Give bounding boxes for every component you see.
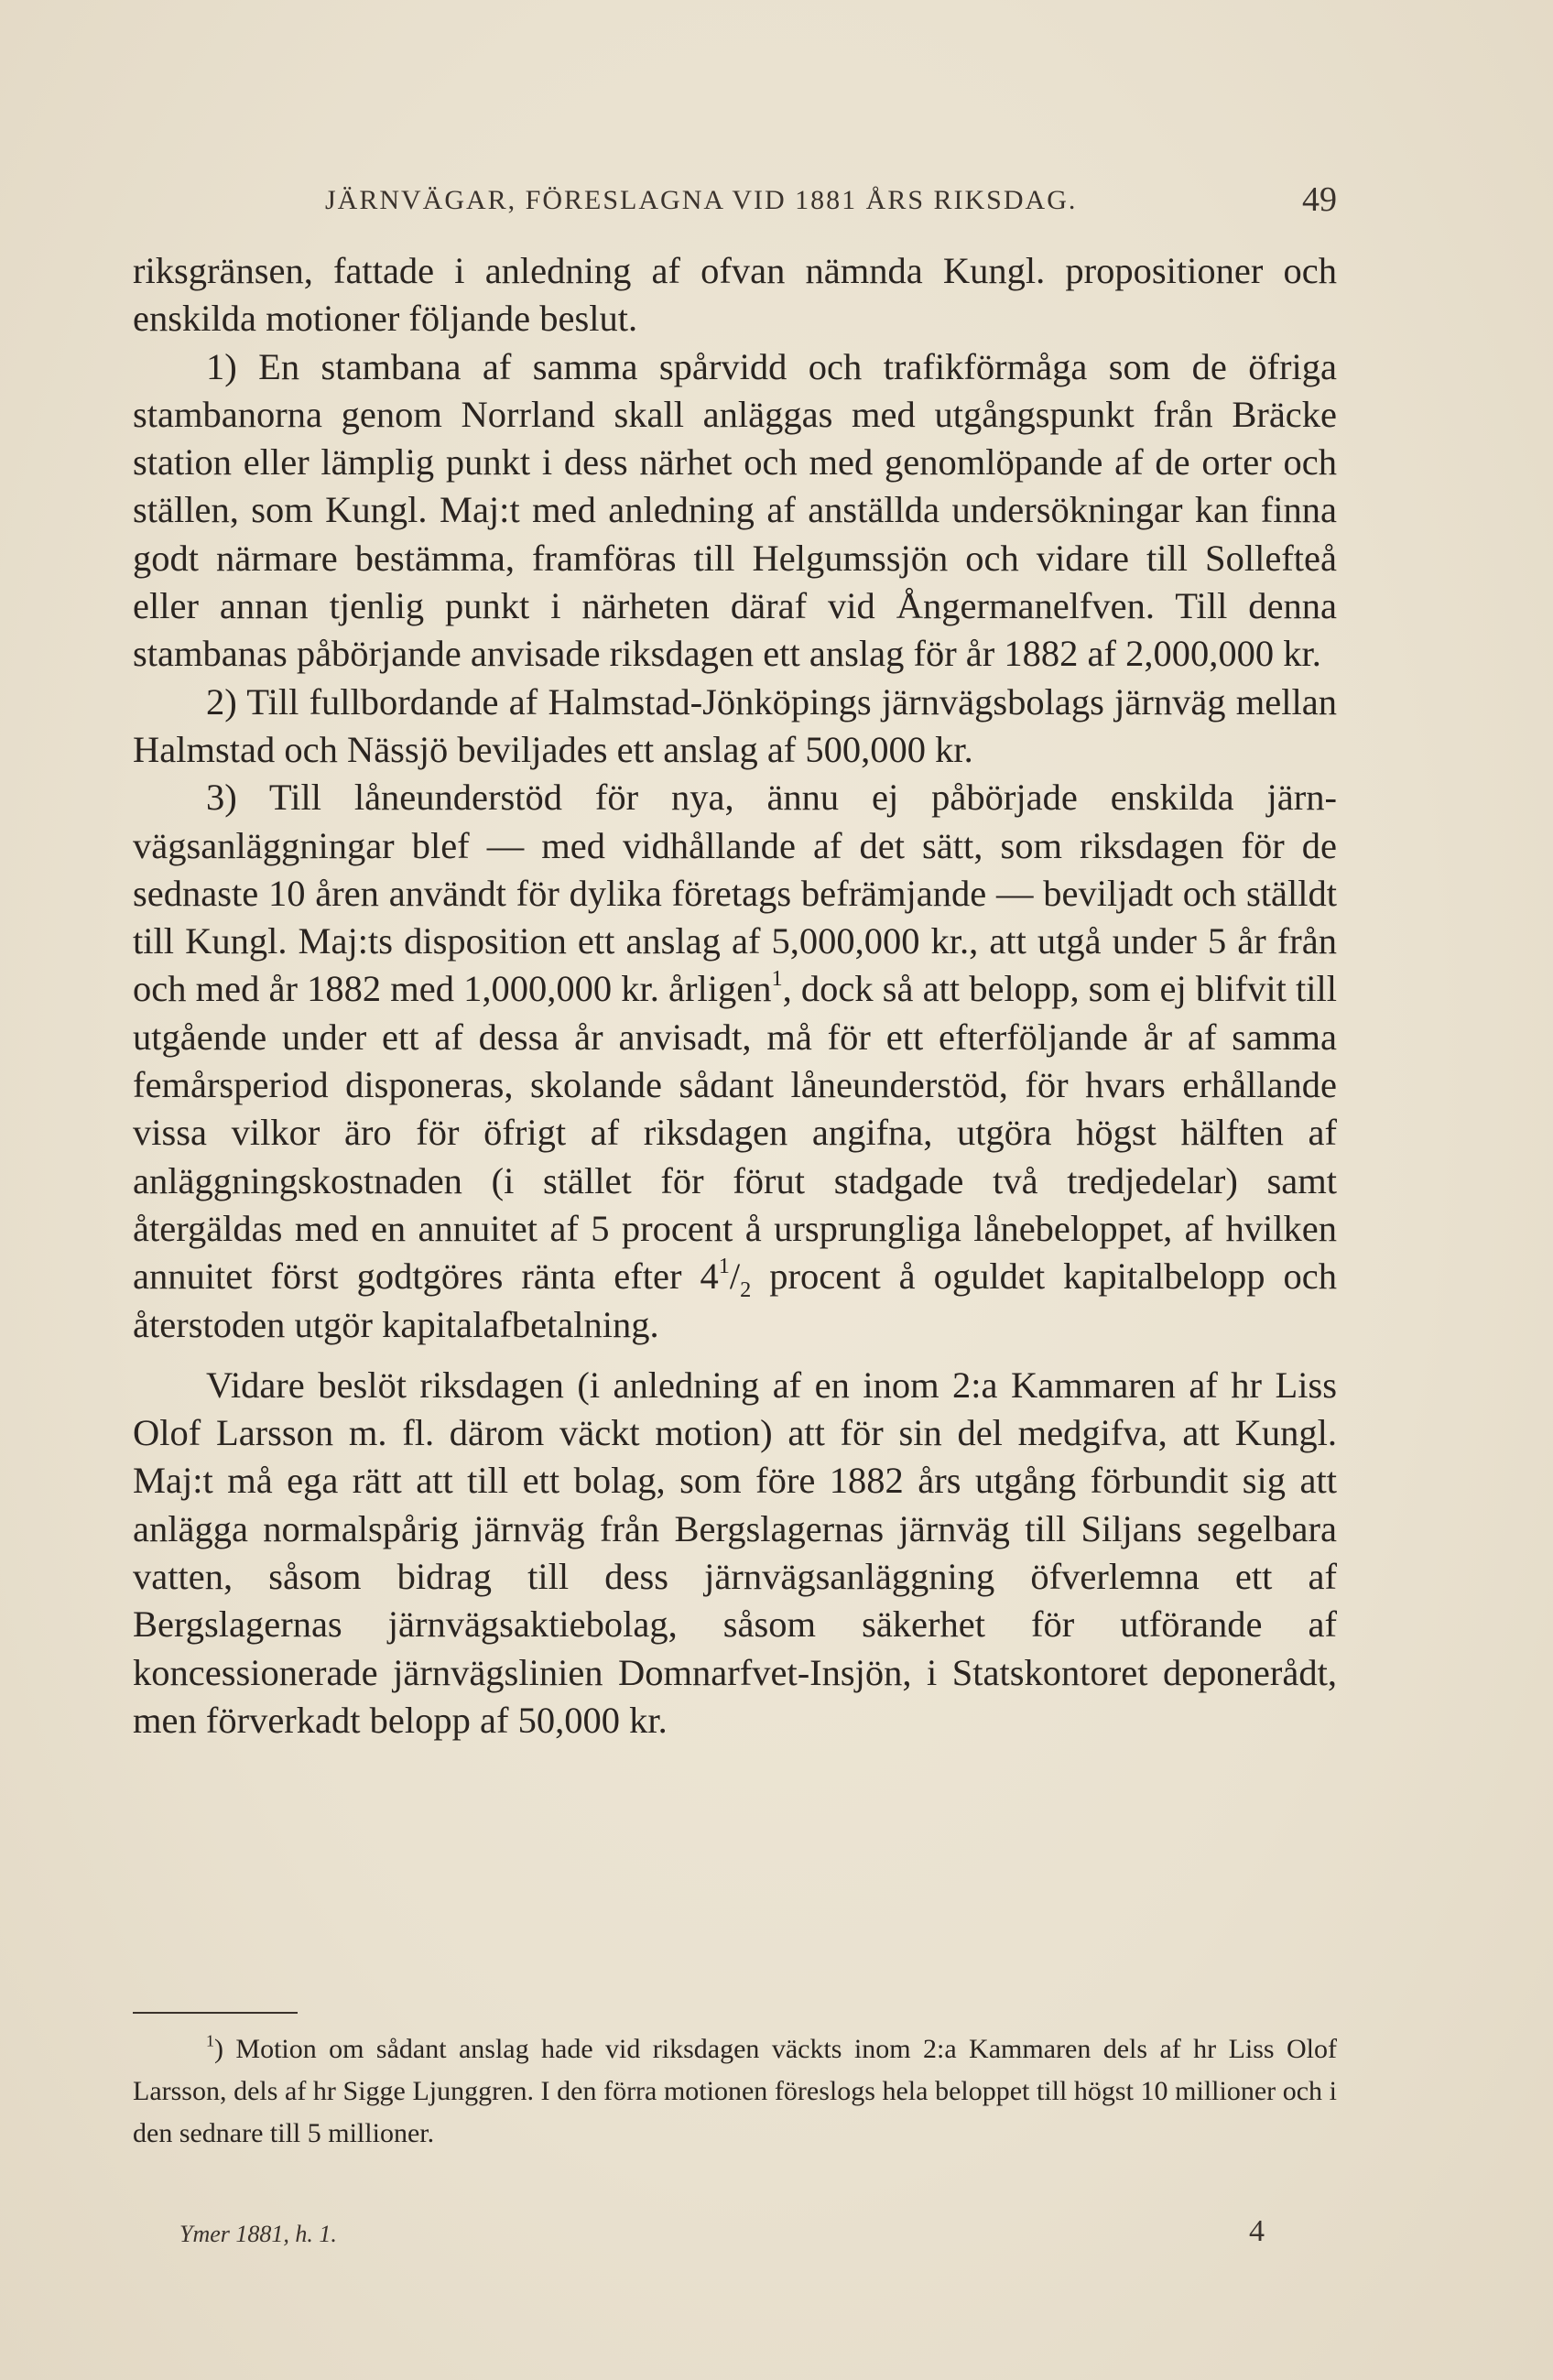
fraction-numerator: 1 (718, 1254, 730, 1279)
journal-signature: Ymer 1881, h. 1. (179, 2221, 337, 2247)
running-head: JÄRNVÄGAR, FÖRESLAGNA VID 1881 ÅRS RIKSDAG. (325, 185, 1078, 215)
paragraph-item-3: 3) Till låneunderstöd för nya, ännu ej påbörjade enskilda järnvägsanläggningar blef — med vidhållande af det sätt, som riksdagen för de sednaste 10 åren användt för dylika företags befrämjande — beviljadt och ställdt till Kungl. Maj:ts disposition ett anslag af 5,000,000 kr., att utgå under 5 år från och med år 1882 med 1,000,000 kr. årligen$^1$, dock så att belopp, som ej blifvit till utgående under ett af dessa år anvisadt, må för ett efterföljande år af samma femårsperiod disponeras, skolande sådant låneunderstöd, för hvars erhållande vissa vilkor äro för öfrigt af riksdagen angifna, utgöra högst hälften af anläggningskostnaden (i stället för förut stadgade två tredjedelar) samt återgäldas med en annuitet af 5 procent å ursprungliga lånebeloppet, af hvilken annuitet först godtgöres ränta efter $4^1/_2$ procent å oguldet kapitalbelopp och återstoden utgör kapitalafbetalning. (133, 777, 1337, 1345)
footnote-divider (133, 2012, 298, 2014)
fraction-denominator: 2 (740, 1277, 752, 1303)
paragraph-item-3-part-a: 3) Till låneunderstöd för nya, ännu ej påbörjade enskilda järnvägsanläggningar blef — med vidhållande af det sätt, som riksdagen för de sednaste 10 åren användt för dylika företags befrämjande — beviljadt och ställdt till Kungl. Maj:ts disposition ett anslag af 5,000,000 kr., att utgå under 5 år från och med år 1882 med 1,000,000 kr. årligen (133, 777, 1337, 1010)
footnote-text: ) Motion om sådant anslag hade vid riksdagen väckts inom 2:a Kammaren dels af hr Liss Olof Larsson, dels af hr Sigge Ljunggren. I den förra motionen föreslogs hela beloppet till högst 10 millioner och i den sednare till 5 millioner. (133, 2034, 1337, 2148)
footnote-marker: 1 (206, 2031, 214, 2050)
paragraph-item-2: 2) Till fullbordande af Halmstad-Jönköpings järnvägsbolags järnväg mellan Halmstad och Nässjö beviljades ett anslag af 500,000 kr. (133, 680, 1337, 770)
page-number: 49 (1302, 180, 1337, 219)
page-header (133, 179, 1337, 223)
footnote-1 (133, 2028, 1337, 2155)
body-text (133, 247, 1337, 1744)
paragraph-item-1: 1) En stambana af samma spårvidd och trafikförmåga som de öfriga stambanorna genom Norrland skall anläggas med utgångspunkt från Bräcke station eller lämplig punkt i dess närhet och med genomlöpande af de orter och ställen, som Kungl. Maj:t med anledning af anställda undersökningar kan finna godt närmare bestämma, framföras till Helgumssjön och vidare till Sollefteå eller annan tjenlig punkt i närheten däraf vid Ångermanelfven. Till denna stambanas påbörjande anvisade riksdagen ett anslag för år 1882 af 2,000,000 kr. (133, 345, 1337, 675)
paragraph-item-3-part-c: procent å oguldet kapitalbelopp och återstoden utgör kapitalafbetalning. (133, 1255, 1337, 1345)
paragraph-resolution: Vidare beslöt riksdagen (i anledning af en inom 2:a Kammaren af hr Liss Olof Larsson m. fl. därom väckt motion) att för sin del medgifva, att Kungl. Maj:t må ega rätt att till ett bolag, som före 1882 års utgång förbundit sig att anlägga normalspårig järnväg från Bergslagernas järnväg till Siljans segelbara vatten, såsom bidrag till dess järnvägsanläggning öfverlemna ett af Bergslagernas järnvägsaktiebolag, såsom säkerhet för utförande af koncessionerade järnvägslinien Domnarfvet-Insjön, i Statskontoret deponerådt, men förverkadt belopp af 50,000 kr. (133, 1364, 1337, 1741)
paragraph-item-3-part-b: , dock så att belopp, som ej blifvit till utgående under ett af dessa år anvisadt, må för ett efterföljande år af samma femårsperiod disponeras, skolande sådant låneunderstöd, för hvars erhållande vissa vilkor äro för öfrigt af riksdagen angifna, utgöra högst hälften af anläggningskostnaden (i stället för förut stadgade två tredjedelar) samt återgäldas med en annuitet af 5 procent å ursprungliga lånebeloppet, af hvilken annuitet först godtgöres ränta efter 4 (133, 968, 1337, 1298)
sheet-signature: 4 (1249, 2214, 1265, 2248)
footnotes (133, 2028, 1337, 2155)
paragraph-continuation: riksgränsen, fattade i anledning af ofvan nämnda Kungl. propositioner och enskilda motioner följande beslut. (133, 250, 1337, 340)
footnote-reference: 1 (771, 966, 783, 992)
